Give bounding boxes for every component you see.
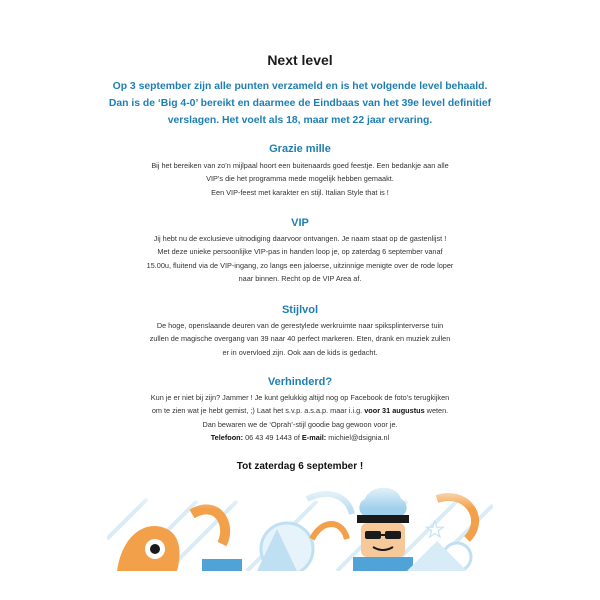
section-heading-stijlvol: Stijlvol (281, 304, 319, 316)
text-line: 15.00u, fluitend via de VIP-ingang, zo langs een jaloerse, uitzinnige menigte over de rode loper (146, 260, 454, 270)
illustration-banner (107, 479, 493, 571)
text-line: naar binnen. Recht op de VIP Area af. (238, 274, 362, 284)
page-title: Next level (267, 52, 333, 68)
intro-line: Dan is de ‘Big 4-0’ bereikt en daarmee de Eindbaas van het 39e level definitief (108, 98, 492, 109)
closing-line: Tot zaterdag 6 september ! (236, 461, 364, 472)
intro-line: Op 3 september zijn alle punten verzameld en is het volgende level behaald. (112, 81, 488, 92)
email-address[interactable]: michiel@dsignia.nl (326, 433, 390, 443)
email-label: E-mail: (301, 433, 327, 443)
text-line (105, 404, 495, 417)
text-line: zullen de magische overgang van 39 naar 40 perfect markeren. Eten, drank en muziek zullen (149, 334, 451, 344)
section-heading-vip: VIP (291, 217, 309, 229)
intro-line: verslagen. Het voelt als 18, maar met 22 jaar ervaring. (167, 115, 433, 126)
text-line: Kun je er niet bij zijn? Jammer ! Je kunt gelukkig altijd nog op Facebook de foto’s terugkijken (150, 393, 450, 402)
star-icon: ★ (425, 518, 445, 543)
section-text-vip (105, 232, 495, 286)
deadline-date: voor 31 augustus (364, 406, 425, 416)
text-segment: weten. (424, 406, 449, 416)
section-heading-verhinderd: Verhinderd? (267, 376, 333, 388)
text-segment: om te zien wat je hebt gemist, ;) Laat het s.v.p. a.s.a.p. maar i.i.g. (151, 406, 365, 416)
text-line: Bij het bereiken van zo’n mijlpaal hoort een buitenaards goed feestje. Een bedankje aan alle (151, 161, 449, 170)
text-line: Dan bewaren we de ‘Oprah’-stijl goodie bag gewoon voor je. (202, 419, 398, 429)
intro-paragraph (105, 78, 495, 129)
blue-block (202, 559, 242, 571)
text-line: Jij hebt nu de exclusieve uitnodiging daarvoor ontvangen. Je naam staat op de gastenlijst ! (153, 234, 447, 243)
text-line: Met deze unieke persoonlijke VIP-pas in handen loop je, op zaterdag 6 september vanaf (157, 247, 443, 257)
phone-number[interactable]: 06 43 49 1443 of (243, 433, 302, 443)
section-text-verhinderd (105, 391, 495, 445)
text-line: er in overvloed zijn. Ook aan de kids is gedacht. (222, 347, 378, 357)
text-line: De hoge, openslaande deuren van de gerestylede werkruimte naar spiksplinterverse tuin (156, 321, 444, 330)
text-line: Een VIP-feest met karakter en stijl. Italian Style that is ! (211, 187, 389, 197)
illustration-fade (107, 479, 493, 509)
phone-label: Telefoon: (210, 433, 244, 443)
text-line: VIP’s die het programma mede mogelijk hebben gemaakt. (206, 174, 394, 184)
section-heading-grazie-mille: Grazie mille (269, 143, 331, 155)
section-text-grazie-mille (105, 159, 495, 199)
section-text-stijlvol (105, 319, 495, 359)
contact-line (105, 431, 495, 444)
